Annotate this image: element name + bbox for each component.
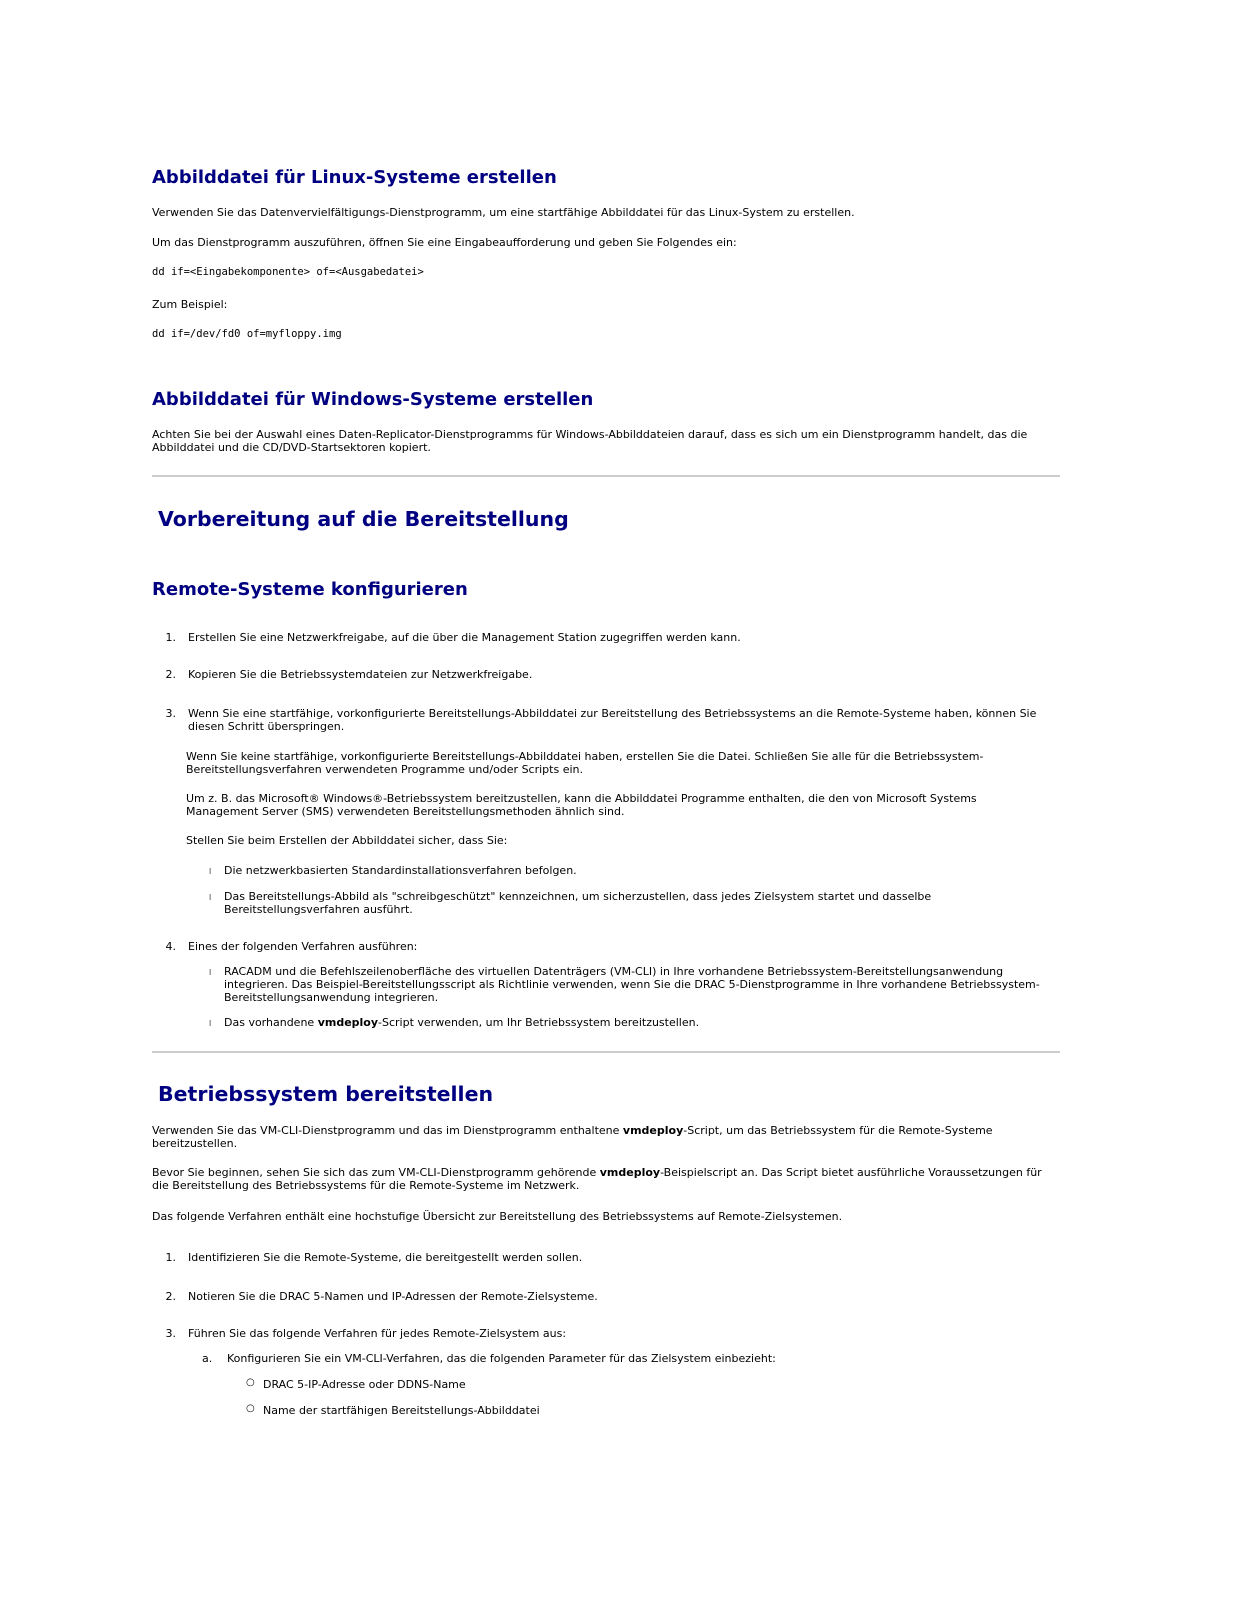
bullet-icon: l: [209, 1019, 212, 1028]
bullet-icon: l: [209, 867, 212, 876]
param-2: Name der startfähigen Bereitstellungs-Abbilddatei: [263, 1404, 540, 1417]
linux-code-syntax: dd if=<Eingabekomponente> of=<Ausgabedatei>: [152, 266, 424, 278]
section-divider: [152, 1051, 1060, 1053]
param-1: DRAC 5-IP-Adresse oder DDNS-Name: [263, 1378, 466, 1391]
step-number: 2.: [165, 668, 176, 681]
step3-paragraph-2: Um z. B. das Microsoft® Windows®-Betriebssystem bereitzustellen, kann die Abbilddatei Programme enthalten, die den von Microsoft Systems Management Server (SMS) verwendeten Bereitstellungsmethoden ähnlich sind.: [186, 792, 977, 818]
example-label: Zum Beispiel:: [152, 298, 228, 311]
deploy-paragraph-3: Das folgende Verfahren enthält eine hochstufige Übersicht zur Bereitstellung des Betriebssystems auf Remote-Zielsystemen.: [152, 1210, 843, 1223]
deploy-paragraph-2: Bevor Sie beginnen, sehen Sie sich das zum VM-CLI-Dienstprogramm gehörende vmdeploy-Beispielscript an. Das Script bietet ausführliche Voraussetzungen für die Bereitstellung des Betriebssystems für die Remote-Systeme im Netzwerk.: [152, 1166, 1042, 1192]
deploy-step-2: Notieren Sie die DRAC 5-Namen und IP-Adressen der Remote-Zielsysteme.: [188, 1290, 598, 1303]
step3-paragraph-1: Wenn Sie keine startfähige, vorkonfigurierte Bereitstellungs-Abbilddatei haben, erstellen Sie die Datei. Schließen Sie alle für die Betriebssystem-Bereitstellungsverfahren verwendeten Programme und/oder Scripts ein.: [186, 750, 984, 776]
deploy-sub-step-a: Konfigurieren Sie ein VM-CLI-Verfahren, das die folgenden Parameter für das Zielsystem einbezieht:: [227, 1352, 776, 1365]
prep-step-3: Wenn Sie eine startfähige, vorkonfigurierte Bereitstellungs-Abbilddatei zur Bereitstellung des Betriebssystems an die Remote-Systeme haben, können Sie diesen Schritt überspringen.: [188, 707, 1037, 733]
step-number: 3.: [165, 1327, 176, 1340]
prep-step-2: Kopieren Sie die Betriebssystemdateien zur Netzwerkfreigabe.: [188, 668, 533, 681]
step4-bullet-2: Das vorhandene vmdeploy-Script verwenden, um Ihr Betriebssystem bereitzustellen.: [224, 1016, 700, 1029]
circle-bullet-icon: ○: [246, 1403, 255, 1414]
prep-heading: Vorbereitung auf die Bereitstellung: [158, 507, 569, 531]
deploy-paragraph-1: Verwenden Sie das VM-CLI-Dienstprogramm und das im Dienstprogramm enthaltene vmdeploy-Script, um das Betriebssystem für die Remote-Systeme bereitzustellen.: [152, 1124, 993, 1150]
vmdeploy-term: vmdeploy: [622, 1124, 684, 1137]
linux-code-example: dd if=/dev/fd0 of=myfloppy.img: [152, 328, 342, 340]
linux-paragraph-2: Um das Dienstprogramm auszuführen, öffnen Sie eine Eingabeaufforderung und geben Sie Folgendes ein:: [152, 236, 737, 249]
vmdeploy-term: vmdeploy: [599, 1166, 661, 1179]
windows-heading: Abbilddatei für Windows-Systeme erstellen: [152, 389, 594, 410]
section-divider: [152, 475, 1060, 477]
bullet-icon: l: [209, 968, 212, 977]
step-number: 1.: [165, 1251, 176, 1264]
step-number: 1.: [165, 631, 176, 644]
deploy-heading: Betriebssystem bereitstellen: [158, 1082, 494, 1106]
step3-bullet-2: Das Bereitstellungs-Abbild als "schreibgeschützt" kennzeichnen, um sicherzustellen, dass jedes Zielsystem startet und dasselbe Bereitstellungsverfahren ausführt.: [224, 890, 932, 916]
sub-step-letter: a.: [202, 1352, 213, 1365]
step3-bullet-1: Die netzwerkbasierten Standardinstallationsverfahren befolgen.: [224, 864, 577, 877]
prep-step-4: Eines der folgenden Verfahren ausführen:: [188, 940, 418, 953]
step-number: 3.: [165, 707, 176, 720]
step-number: 4.: [165, 940, 176, 953]
linux-paragraph-1: Verwenden Sie das Datenvervielfältigungs-Dienstprogramm, um eine startfähige Abbilddatei für das Linux-System zu erstellen.: [152, 206, 855, 219]
windows-paragraph: Achten Sie bei der Auswahl eines Daten-Replicator-Dienstprogramms für Windows-Abbilddateien darauf, dass es sich um ein Dienstprogramm handelt, das die Abbilddatei und die CD/DVD-Startsektoren kopiert.: [152, 428, 1028, 454]
deploy-step-1: Identifizieren Sie die Remote-Systeme, die bereitgestellt werden sollen.: [188, 1251, 583, 1264]
step-number: 2.: [165, 1290, 176, 1303]
prep-step-1: Erstellen Sie eine Netzwerkfreigabe, auf die über die Management Station zugegriffen werden kann.: [188, 631, 741, 644]
deploy-step-3: Führen Sie das folgende Verfahren für jedes Remote-Zielsystem aus:: [188, 1327, 567, 1340]
circle-bullet-icon: ○: [246, 1377, 255, 1388]
step3-paragraph-3: Stellen Sie beim Erstellen der Abbilddatei sicher, dass Sie:: [186, 834, 508, 847]
linux-heading: Abbilddatei für Linux-Systeme erstellen: [152, 167, 557, 188]
step4-bullet-1: RACADM und die Befehlszeilenoberfläche des virtuellen Datenträgers (VM-CLI) in Ihre vorhandene Betriebssystem-Bereitstellungsanwendung integrieren. Das Beispiel-Bereitstellungsscript als Richtlinie verwenden, wenn Sie die DRAC 5-Dienstprogramme in Ihre vorhandene Betriebssystem-Bereitstellungsanwendung integrieren.: [224, 965, 1040, 1004]
remote-config-heading: Remote-Systeme konfigurieren: [152, 579, 468, 600]
vmdeploy-term: vmdeploy: [317, 1016, 379, 1029]
bullet-icon: l: [209, 893, 212, 902]
